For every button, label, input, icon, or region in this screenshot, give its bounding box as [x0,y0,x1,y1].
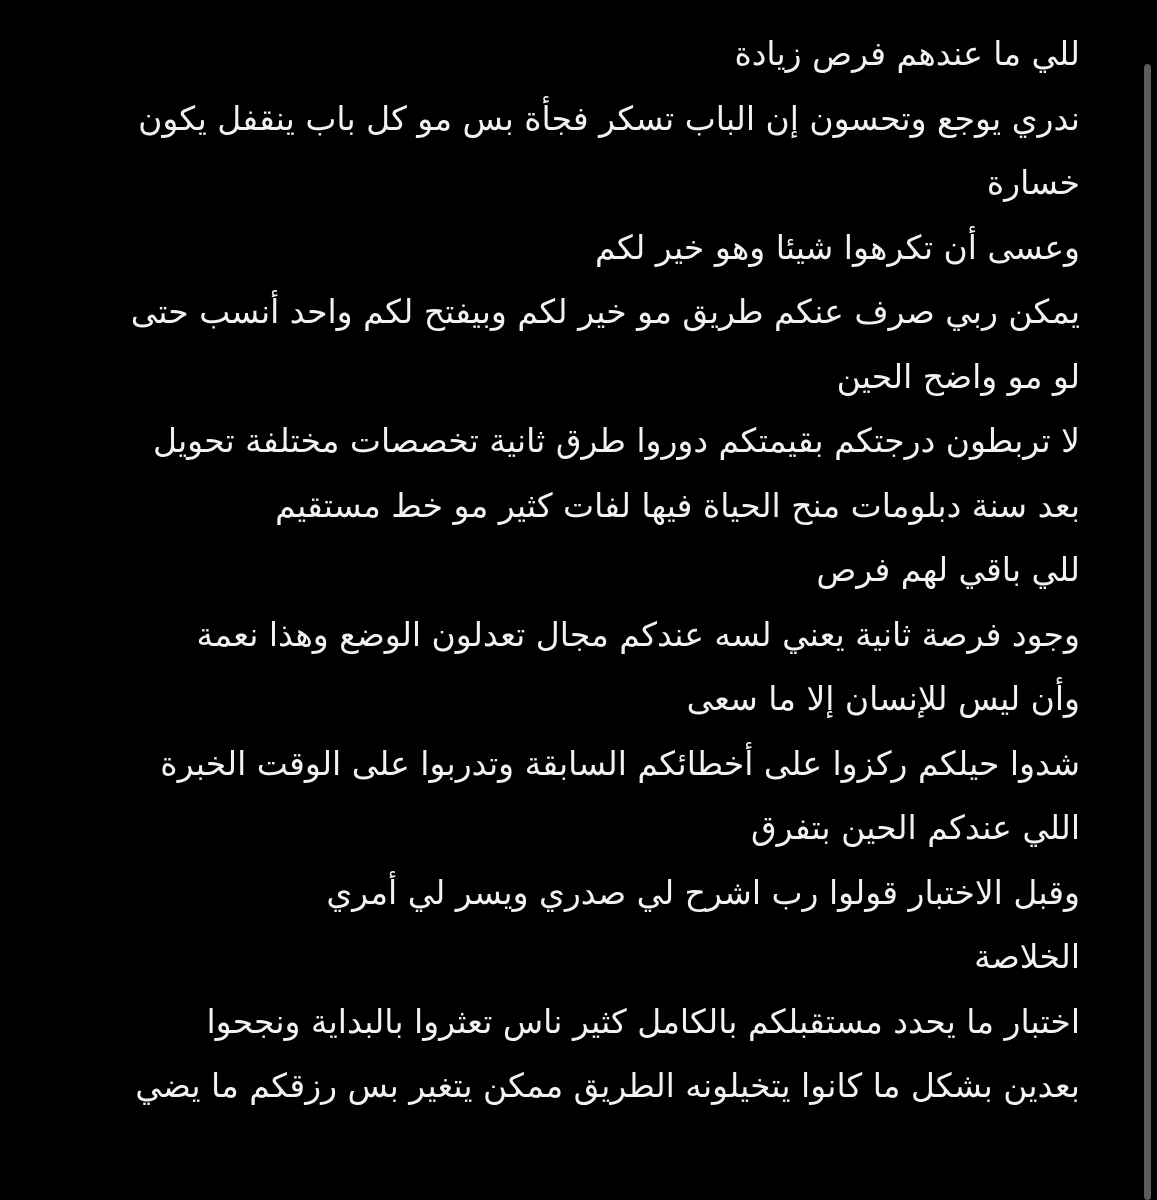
note-line: الخلاصة [974,937,1080,976]
note-line: شدوا حيلكم ركزوا على أخطائكم السابقة وتدربوا على الوقت الخبرة [160,743,1080,783]
note-line: بعدين بشكل ما كانوا يتخيلونه الطريق ممكن يتغير بس رزقكم ما يضي [135,1066,1080,1105]
note-line: لو مو واضح الحين [836,356,1080,396]
note-line: للي باقي لهم فرص [816,550,1080,589]
note-line: وعسى أن تكرهوا شيئا وهو خير لكم [595,227,1080,267]
note-line: اللي عندكم الحين بتفرق [750,808,1080,847]
note-line: يمكن ربي صرف عنكم طريق مو خير لكم وبيفتح لكم واحد أنسب حتى [130,292,1080,331]
note-line: وجود فرصة ثانية يعني لسه عندكم مجال تعدلون الوضع وهذا نعمة [196,614,1080,654]
vertical-scrollbar[interactable] [1137,0,1157,1200]
note-line: اختبار ما يحدد مستقبلكم بالكامل كثير ناس تعثروا بالبداية ونجحوا [206,1001,1080,1041]
note-line: للي ما عندهم فرص زيادة [734,34,1080,73]
note-line: وقبل الاختبار قولوا رب اشرح لي صدري ويسر لي أمري [326,872,1080,912]
note-line: بعد سنة دبلومات منح الحياة فيها لفات كثير مو خط مستقيم [275,485,1080,525]
note-line: لا تربطون درجتكم بقيمتكم دوروا طرق ثانية تخصصات مختلفة تحويل [152,421,1080,460]
note-line: خسارة [986,163,1080,202]
note-line: ندري يوجع وتحسون إن الباب تسكر فجأة بس مو كل باب ينقفل يكون [138,98,1080,138]
note-line: وأن ليس للإنسان إلا ما سعى [686,679,1080,718]
scrollbar-thumb[interactable] [1144,64,1151,1200]
note-body[interactable] [60,22,1080,1119]
